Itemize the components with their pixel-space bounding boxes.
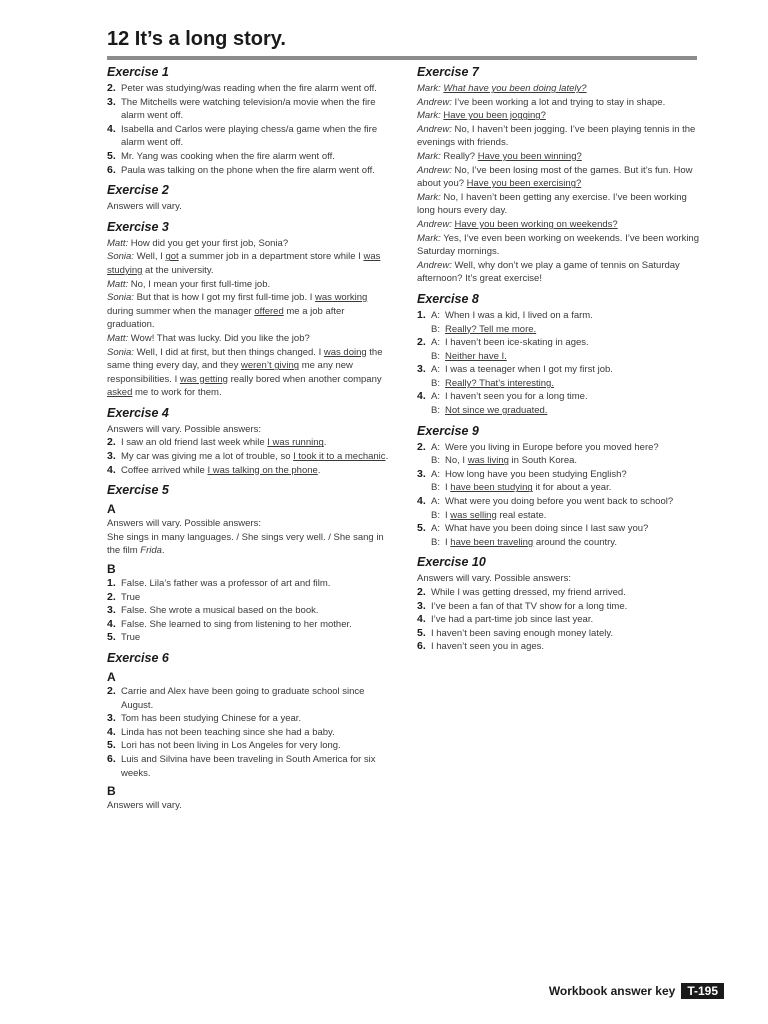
answer-text xyxy=(445,404,702,418)
item-number: 2. xyxy=(107,436,116,449)
text-segment: was studying xyxy=(107,251,381,276)
speaker-b-label: B: xyxy=(431,455,440,467)
speaker-b-label: B: xyxy=(431,482,440,494)
item-number: 2. xyxy=(107,590,116,603)
exercise-heading: Exercise 6 xyxy=(107,651,169,665)
text-segment: Answers will vary. xyxy=(107,201,182,213)
page-number: T-195 xyxy=(681,983,724,999)
text-segment: Luis and Silvina have been traveling in South America for six weeks. xyxy=(121,753,376,779)
answer-text xyxy=(445,536,702,550)
answer-text xyxy=(121,685,389,712)
answer-text xyxy=(445,468,702,482)
answer-text xyxy=(445,377,702,391)
indent-spacer xyxy=(417,323,431,337)
answer-item xyxy=(107,685,389,712)
item-number: 4. xyxy=(107,463,116,476)
text-segment: it for about a year. xyxy=(532,482,612,494)
answer-text xyxy=(121,164,389,178)
answer-item xyxy=(107,739,389,753)
answer-text xyxy=(121,96,389,123)
text-segment: Mark: xyxy=(417,110,441,122)
text-segment: real estate. xyxy=(496,509,547,521)
text-segment: a summer job in a department store while I xyxy=(178,251,364,263)
footer-label: Workbook answer key xyxy=(548,984,676,998)
text-segment: I’ve been a fan of that TV show for a long time. xyxy=(431,600,628,612)
text-segment: No, I haven’t been getting any exercise. I’ve been working long hours every day. xyxy=(417,191,687,217)
indent-spacer xyxy=(417,350,431,364)
answer-item xyxy=(107,753,389,780)
text-segment: really bored when another company xyxy=(227,373,382,385)
item-number: 1. xyxy=(417,308,426,321)
exercise-heading: Exercise 1 xyxy=(107,65,169,79)
text-segment: was living xyxy=(467,455,509,467)
text-segment: Well, why don’t we play a game of tennis on Saturday afternoon? It’s great exercise! xyxy=(417,259,680,285)
answer-line xyxy=(417,259,702,286)
text-segment: asked xyxy=(107,387,133,399)
item-number: 6. xyxy=(107,163,116,176)
dialogue-pair xyxy=(417,495,702,522)
item-number: 6. xyxy=(107,752,116,765)
answer-text xyxy=(445,509,702,523)
text-segment: I was a teenager when I got my first job. xyxy=(445,364,613,376)
answer-line xyxy=(107,250,389,277)
left-column xyxy=(107,65,389,813)
exercise-heading: Exercise 9 xyxy=(417,423,479,438)
answer-item xyxy=(107,618,389,632)
item-number: 3. xyxy=(107,450,116,463)
answer-text xyxy=(121,712,389,726)
text-segment: Frida xyxy=(140,545,162,557)
answer-item xyxy=(107,631,389,645)
exercise-heading: Exercise 8 xyxy=(417,291,479,306)
text-segment: How long have you been studying English? xyxy=(445,468,627,480)
answer-text xyxy=(445,323,702,337)
text-segment: Answers will vary. Possible answers: xyxy=(107,423,261,435)
text-segment: Sonia: xyxy=(107,251,134,263)
text-segment: Isabella and Carlos were playing chess/a game when the fire alarm went off. xyxy=(121,123,378,149)
answer-line xyxy=(107,799,389,813)
speaker-a-line xyxy=(417,390,702,404)
answer-item xyxy=(417,586,702,600)
text-segment: me any new responsibilities. I xyxy=(107,360,353,385)
answer-line xyxy=(107,332,389,346)
text-segment: Neither have I. xyxy=(445,350,507,362)
answer-line xyxy=(417,82,702,96)
text-segment: No, I haven’t been jogging. I’ve been playing tennis in the evenings with friends. xyxy=(417,123,696,149)
speaker-b-label: B: xyxy=(431,405,440,417)
dialogue-pair xyxy=(417,441,702,468)
text-segment: I was running xyxy=(267,437,324,449)
text-segment: Yes, I’ve even been working on weekends. I’ve been working Saturday mornings. xyxy=(417,232,699,258)
text-segment: offered xyxy=(254,305,284,317)
answer-line xyxy=(107,423,389,437)
answer-text xyxy=(121,450,389,464)
answer-text xyxy=(121,604,389,618)
speaker-a-line xyxy=(417,363,702,377)
text-segment: Paula was talking on the phone when the fire alarm went off. xyxy=(121,164,375,176)
speaker-b-label: B: xyxy=(431,509,440,521)
text-segment: Mark: xyxy=(417,83,441,94)
speaker-b-line xyxy=(417,481,702,495)
text-segment: The Mitchells were watching television/a movie when the fire alarm went off. xyxy=(121,96,376,122)
page-title: 12 It’s a long story. xyxy=(107,28,286,50)
text-segment: I xyxy=(445,482,451,494)
answer-text xyxy=(445,481,702,495)
text-segment: While I was getting dressed, my friend arrived. xyxy=(431,587,626,598)
indent-spacer xyxy=(417,509,431,523)
item-number: 2. xyxy=(417,586,426,598)
text-segment: Have you been exercising? xyxy=(466,178,582,190)
text-segment: Mark: xyxy=(417,232,441,244)
answer-line xyxy=(107,278,389,292)
text-segment: Have you been jogging? xyxy=(443,110,546,122)
text-segment: I was talking on the phone xyxy=(207,464,318,476)
answer-text xyxy=(445,390,702,404)
answer-line xyxy=(107,517,389,531)
speaker-b-label: B: xyxy=(431,350,440,362)
answer-line xyxy=(107,200,389,214)
text-segment: Matt: xyxy=(107,237,129,249)
text-segment: False. She learned to sing from listening to her mother. xyxy=(121,618,352,630)
speaker-b-line xyxy=(417,350,702,364)
item-number: 2. xyxy=(417,336,426,349)
text-segment: me a job after graduation. xyxy=(107,305,345,331)
text-segment: True xyxy=(121,632,141,644)
item-number: 5. xyxy=(417,626,426,639)
item-number: 5. xyxy=(107,631,116,644)
item-number: 4. xyxy=(107,122,116,135)
speaker-b-line xyxy=(417,509,702,523)
answer-text xyxy=(121,82,389,96)
answer-line xyxy=(107,531,389,558)
text-segment: I’ve had a part-time job since last year. xyxy=(431,614,594,626)
indent-spacer xyxy=(417,377,431,391)
item-number: 5. xyxy=(107,739,116,752)
speaker-a-line xyxy=(417,336,702,350)
text-segment: around the country. xyxy=(533,536,617,548)
exercise-heading: Exercise 5 xyxy=(107,483,169,498)
text-segment: Matt: xyxy=(107,332,129,344)
text-segment: Have you been working on weekends? xyxy=(454,218,618,230)
answer-item xyxy=(107,604,389,618)
answer-item xyxy=(417,640,702,654)
text-segment: What were you doing before you went back to school? xyxy=(445,496,674,508)
speaker-a-label: A: xyxy=(431,364,440,376)
item-number: 3. xyxy=(417,599,426,612)
text-segment: have been traveling xyxy=(450,536,534,548)
answer-text xyxy=(121,150,389,164)
text-segment: No, I mean your first full-time job. xyxy=(128,278,271,290)
speaker-b-label: B: xyxy=(431,377,440,389)
answer-line xyxy=(417,150,702,164)
answer-item xyxy=(107,464,389,478)
answer-item xyxy=(107,96,389,123)
text-segment: during summer when the manager xyxy=(107,305,255,317)
text-segment: Sonia: xyxy=(107,346,134,358)
item-number: 4. xyxy=(107,617,116,630)
answer-line xyxy=(107,237,389,251)
item-number: 2. xyxy=(107,82,116,94)
part-heading: A xyxy=(107,502,116,517)
answer-line xyxy=(417,218,702,232)
answer-line xyxy=(107,346,389,400)
answer-text xyxy=(121,618,389,632)
item-number: 5. xyxy=(417,522,426,535)
text-segment: My car was giving me a lot of trouble, so xyxy=(121,451,294,463)
text-segment: Matt: xyxy=(107,278,129,290)
item-number: 4. xyxy=(417,495,426,508)
text-segment: Sonia: xyxy=(107,292,134,304)
answer-text xyxy=(445,363,702,377)
speaker-a-line xyxy=(417,309,702,323)
text-segment: Mark: xyxy=(417,191,441,203)
text-segment: How did you get your first job, Sonia? xyxy=(128,237,289,249)
answer-text xyxy=(431,600,702,614)
speaker-b-line xyxy=(417,404,702,418)
answer-line xyxy=(417,191,702,218)
answer-item xyxy=(417,613,702,627)
text-segment: in South Korea. xyxy=(508,455,578,467)
text-segment: True xyxy=(121,591,141,603)
text-segment: I’ve been working a lot and trying to stay in shape. xyxy=(451,96,666,108)
exercise-heading: Exercise 10 xyxy=(417,555,486,570)
answer-item xyxy=(417,627,702,641)
answer-item xyxy=(107,82,389,96)
answer-text xyxy=(121,591,389,605)
speaker-b-line xyxy=(417,377,702,391)
answer-item xyxy=(107,450,389,464)
text-segment: . xyxy=(161,545,165,557)
answer-text xyxy=(445,336,702,350)
answer-item xyxy=(417,600,702,614)
text-segment: Mr. Yang was cooking when the fire alarm went off. xyxy=(121,150,335,162)
text-segment: Well, I xyxy=(133,251,166,263)
answer-item xyxy=(107,726,389,740)
speaker-a-label: A: xyxy=(431,309,440,321)
text-segment: Really? Tell me more. xyxy=(445,323,537,335)
answer-text xyxy=(445,454,702,468)
speaker-a-line xyxy=(417,522,702,536)
text-segment: was doing xyxy=(323,346,367,358)
text-segment: I haven’t been saving enough money lately. xyxy=(431,627,614,639)
text-segment: I haven’t seen you for a long time. xyxy=(445,391,588,403)
text-segment: the same thing every day, and they xyxy=(107,346,383,372)
answer-line xyxy=(417,123,702,150)
answer-line xyxy=(417,109,702,123)
answer-text xyxy=(445,495,702,509)
text-segment: Really? xyxy=(440,150,478,162)
answer-line xyxy=(417,572,702,586)
speaker-a-label: A: xyxy=(431,523,440,535)
answer-text xyxy=(121,464,389,478)
answer-text xyxy=(445,309,702,323)
answer-item xyxy=(107,123,389,150)
indent-spacer xyxy=(417,454,431,468)
item-number: 4. xyxy=(107,725,116,738)
answer-item xyxy=(107,164,389,178)
text-segment: Have you been winning? xyxy=(477,150,582,162)
answer-line xyxy=(417,96,702,110)
item-number: 3. xyxy=(107,95,116,108)
answer-item xyxy=(107,436,389,450)
speaker-b-line xyxy=(417,454,702,468)
speaker-a-line xyxy=(417,441,702,455)
text-segment: was selling xyxy=(450,509,497,521)
speaker-a-label: A: xyxy=(431,468,440,480)
text-segment: was working xyxy=(315,292,368,304)
speaker-a-label: A: xyxy=(431,441,440,453)
text-segment: . xyxy=(317,464,321,476)
text-segment: Carrie and Alex have been going to graduate school since August. xyxy=(121,686,365,711)
text-segment: Not since we graduated. xyxy=(445,405,548,417)
text-segment: Lori has not been living in Los Angeles for very long. xyxy=(121,740,341,752)
answer-text xyxy=(121,631,389,645)
answer-line xyxy=(417,232,702,259)
text-segment: me to work for them. xyxy=(132,387,222,399)
answer-text xyxy=(431,640,702,654)
text-segment: I haven’t seen you in ages. xyxy=(431,641,545,653)
speaker-a-label: A: xyxy=(431,496,440,508)
text-segment: I xyxy=(445,509,451,521)
text-segment: Peter was studying/was reading when the fire alarm went off. xyxy=(121,83,377,94)
item-number: 1. xyxy=(107,577,116,590)
text-segment: Wow! That was lucky. Did you like the job? xyxy=(128,332,310,344)
answer-item xyxy=(107,150,389,164)
text-segment: Andrew: xyxy=(417,96,452,108)
answer-item xyxy=(107,591,389,605)
answer-text xyxy=(121,123,389,150)
item-number: 2. xyxy=(417,440,426,453)
text-segment: False. She wrote a musical based on the book. xyxy=(121,605,319,617)
text-segment: Well, I did at first, but then things changed. I xyxy=(133,346,324,358)
text-segment: Andrew: xyxy=(417,164,452,176)
speaker-b-line xyxy=(417,536,702,550)
text-segment: was getting xyxy=(179,373,228,385)
answer-text xyxy=(431,586,702,600)
indent-spacer xyxy=(417,404,431,418)
text-segment: Answers will vary. Possible answers: xyxy=(417,573,571,585)
dialogue-pair xyxy=(417,522,702,549)
indent-spacer xyxy=(417,536,431,550)
dialogue-pair xyxy=(417,336,702,363)
answer-item xyxy=(107,577,389,591)
answer-text xyxy=(121,753,389,780)
speaker-b-label: B: xyxy=(431,323,440,335)
text-segment: Coffee arrived while xyxy=(121,464,208,476)
part-heading: A xyxy=(107,670,116,684)
speaker-a-line xyxy=(417,468,702,482)
text-segment: Andrew: xyxy=(417,259,452,271)
part-heading: B xyxy=(107,562,116,577)
answer-text xyxy=(431,613,702,627)
dialogue-pair xyxy=(417,390,702,417)
part-heading: B xyxy=(107,784,116,799)
right-column xyxy=(417,65,702,654)
page-footer xyxy=(549,983,724,999)
item-number: 6. xyxy=(417,640,426,653)
text-segment: got xyxy=(165,251,179,263)
speaker-a-line xyxy=(417,495,702,509)
text-segment: Andrew: xyxy=(417,123,452,135)
text-segment: But that is how I got my first full-time job. I xyxy=(133,292,316,304)
text-segment: When I was a kid, I lived on a farm. xyxy=(445,309,593,321)
text-segment: . xyxy=(323,437,327,449)
text-segment: I haven’t been ice-skating in ages. xyxy=(445,337,589,349)
answer-text xyxy=(121,577,389,591)
item-number: 5. xyxy=(107,149,116,162)
text-segment: weren’t giving xyxy=(240,360,300,372)
text-segment: What have you been doing since I last saw you? xyxy=(445,523,649,535)
dialogue-pair xyxy=(417,468,702,495)
text-segment: . xyxy=(385,451,389,463)
text-segment: Mark: xyxy=(417,150,441,162)
answer-text xyxy=(121,436,389,450)
text-segment: Andrew: xyxy=(417,218,452,230)
text-segment: False. Lila’s father was a professor of art and film. xyxy=(121,578,331,590)
text-segment: Linda has not been teaching since she had a baby. xyxy=(121,726,335,738)
dialogue-pair xyxy=(417,363,702,390)
item-number: 3. xyxy=(417,363,426,376)
item-number: 2. xyxy=(107,685,116,697)
text-segment: have been studying xyxy=(450,482,533,494)
exercise-heading: Exercise 3 xyxy=(107,219,169,234)
text-segment: No, I’ve been losing most of the games. But it’s fun. How about you? xyxy=(417,164,693,190)
exercise-heading: Exercise 2 xyxy=(107,183,169,198)
item-number: 3. xyxy=(107,604,116,617)
answer-line xyxy=(107,291,389,332)
answer-text xyxy=(445,522,702,536)
text-segment: What have you been doing lately? xyxy=(443,83,587,94)
text-segment: She sings in many languages. / She sings very well. / She sang in the film xyxy=(107,531,384,557)
text-segment: No, I xyxy=(445,455,468,467)
text-segment: at the university. xyxy=(142,264,214,276)
answer-line xyxy=(417,164,702,191)
item-number: 3. xyxy=(107,712,116,725)
answer-text xyxy=(431,627,702,641)
speaker-a-label: A: xyxy=(431,337,440,349)
text-segment: I took it to a mechanic xyxy=(293,451,386,463)
item-number: 3. xyxy=(417,467,426,480)
speaker-b-label: B: xyxy=(431,536,440,548)
answer-text xyxy=(445,441,702,455)
dialogue-pair xyxy=(417,309,702,336)
text-segment: I saw an old friend last week while xyxy=(121,437,268,449)
text-segment: Really? That’s interesting. xyxy=(445,377,554,389)
text-segment: Answers will vary. xyxy=(107,800,182,812)
text-segment: Tom has been studying Chinese for a year. xyxy=(121,713,302,725)
speaker-a-label: A: xyxy=(431,391,440,403)
text-segment: Were you living in Europe before you moved here? xyxy=(445,441,659,453)
title-rule xyxy=(107,56,697,60)
text-segment: Answers will vary. Possible answers: xyxy=(107,518,261,530)
answer-text xyxy=(445,350,702,364)
speaker-b-line xyxy=(417,323,702,337)
text-segment: I xyxy=(445,536,451,548)
item-number: 4. xyxy=(417,613,426,626)
answer-text xyxy=(121,739,389,753)
answer-text xyxy=(121,726,389,740)
exercise-heading: Exercise 4 xyxy=(107,405,169,420)
item-number: 4. xyxy=(417,390,426,403)
exercise-heading: Exercise 7 xyxy=(417,65,479,79)
indent-spacer xyxy=(417,481,431,495)
answer-item xyxy=(107,712,389,726)
